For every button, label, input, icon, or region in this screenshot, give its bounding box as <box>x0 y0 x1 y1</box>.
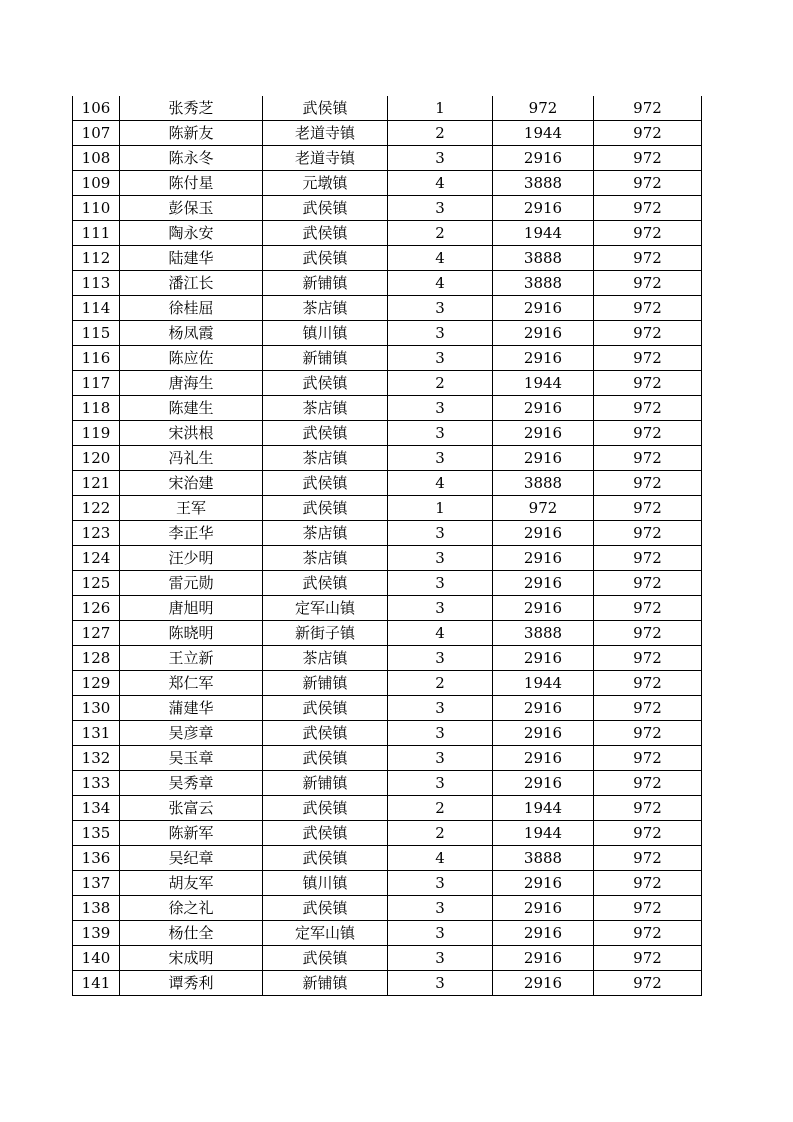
standard-cell: 972 <box>594 146 702 171</box>
name-cell: 陶永安 <box>120 221 263 246</box>
table-row <box>73 221 702 246</box>
amount-cell: 2916 <box>493 646 594 671</box>
town-cell: 武侯镇 <box>263 846 388 871</box>
standard-cell: 972 <box>594 371 702 396</box>
count-cell: 2 <box>388 221 493 246</box>
standard-cell: 972 <box>594 171 702 196</box>
amount-cell: 2916 <box>493 396 594 421</box>
standard-cell: 972 <box>594 846 702 871</box>
table-row <box>73 546 702 571</box>
amount-cell: 3888 <box>493 271 594 296</box>
amount-cell: 1944 <box>493 671 594 696</box>
row-number-cell: 139 <box>73 921 120 946</box>
amount-cell: 2916 <box>493 546 594 571</box>
standard-cell: 972 <box>594 521 702 546</box>
count-cell: 3 <box>388 871 493 896</box>
standard-cell: 972 <box>594 921 702 946</box>
row-number-cell: 110 <box>73 196 120 221</box>
table-row <box>73 971 702 996</box>
standard-cell: 972 <box>594 221 702 246</box>
row-number-cell: 109 <box>73 171 120 196</box>
name-cell: 吴彦章 <box>120 721 263 746</box>
table-row <box>73 946 702 971</box>
name-cell: 宋洪根 <box>120 421 263 446</box>
standard-cell: 972 <box>594 296 702 321</box>
name-cell: 李正华 <box>120 521 263 546</box>
table-row <box>73 246 702 271</box>
table-row <box>73 521 702 546</box>
standard-cell: 972 <box>594 771 702 796</box>
amount-cell: 1944 <box>493 221 594 246</box>
table-row <box>73 396 702 421</box>
table-row <box>73 896 702 921</box>
standard-cell: 972 <box>594 646 702 671</box>
row-number-cell: 141 <box>73 971 120 996</box>
row-number-cell: 130 <box>73 696 120 721</box>
town-cell: 新铺镇 <box>263 971 388 996</box>
row-number-cell: 126 <box>73 596 120 621</box>
amount-cell: 2916 <box>493 321 594 346</box>
table-row <box>73 696 702 721</box>
count-cell: 3 <box>388 521 493 546</box>
amount-cell: 2916 <box>493 521 594 546</box>
table-row <box>73 646 702 671</box>
count-cell: 3 <box>388 446 493 471</box>
name-cell: 陈新军 <box>120 821 263 846</box>
amount-cell: 2916 <box>493 921 594 946</box>
standard-cell: 972 <box>594 821 702 846</box>
amount-cell: 2916 <box>493 571 594 596</box>
count-cell: 2 <box>388 671 493 696</box>
town-cell: 武侯镇 <box>263 221 388 246</box>
name-cell: 杨仕全 <box>120 921 263 946</box>
town-cell: 新铺镇 <box>263 346 388 371</box>
table-row <box>73 721 702 746</box>
town-cell: 茶店镇 <box>263 546 388 571</box>
name-cell: 宋成明 <box>120 946 263 971</box>
count-cell: 3 <box>388 746 493 771</box>
amount-cell: 3888 <box>493 471 594 496</box>
town-cell: 武侯镇 <box>263 821 388 846</box>
amount-cell: 2916 <box>493 721 594 746</box>
town-cell: 武侯镇 <box>263 496 388 521</box>
standard-cell: 972 <box>594 671 702 696</box>
count-cell: 3 <box>388 396 493 421</box>
table-row <box>73 821 702 846</box>
count-cell: 4 <box>388 246 493 271</box>
standard-cell: 972 <box>594 121 702 146</box>
standard-cell: 972 <box>594 321 702 346</box>
standard-cell: 972 <box>594 971 702 996</box>
table-row <box>73 146 702 171</box>
name-cell: 陈建生 <box>120 396 263 421</box>
count-cell: 3 <box>388 346 493 371</box>
amount-cell: 3888 <box>493 246 594 271</box>
amount-cell: 2916 <box>493 896 594 921</box>
row-number-cell: 125 <box>73 571 120 596</box>
amount-cell: 972 <box>493 496 594 521</box>
count-cell: 3 <box>388 921 493 946</box>
town-cell: 定军山镇 <box>263 921 388 946</box>
amount-cell: 2916 <box>493 146 594 171</box>
row-number-cell: 119 <box>73 421 120 446</box>
count-cell: 4 <box>388 171 493 196</box>
town-cell: 新铺镇 <box>263 271 388 296</box>
table-row <box>73 321 702 346</box>
name-cell: 彭保玉 <box>120 196 263 221</box>
row-number-cell: 108 <box>73 146 120 171</box>
standard-cell: 972 <box>594 246 702 271</box>
count-cell: 4 <box>388 271 493 296</box>
name-cell: 徐桂屈 <box>120 296 263 321</box>
row-number-cell: 127 <box>73 621 120 646</box>
row-number-cell: 137 <box>73 871 120 896</box>
row-number-cell: 136 <box>73 846 120 871</box>
row-number-cell: 128 <box>73 646 120 671</box>
town-cell: 茶店镇 <box>263 646 388 671</box>
standard-cell: 972 <box>594 496 702 521</box>
town-cell: 武侯镇 <box>263 721 388 746</box>
town-cell: 新街子镇 <box>263 621 388 646</box>
standard-cell: 972 <box>594 621 702 646</box>
amount-cell: 3888 <box>493 621 594 646</box>
table-row <box>73 771 702 796</box>
name-cell: 雷元勋 <box>120 571 263 596</box>
standard-cell: 972 <box>594 696 702 721</box>
table-row <box>73 496 702 521</box>
table-row <box>73 596 702 621</box>
row-number-cell: 134 <box>73 796 120 821</box>
standard-cell: 972 <box>594 346 702 371</box>
amount-cell: 2916 <box>493 346 594 371</box>
row-number-cell: 122 <box>73 496 120 521</box>
count-cell: 3 <box>388 421 493 446</box>
table-row <box>73 796 702 821</box>
name-cell: 杨凤霞 <box>120 321 263 346</box>
count-cell: 2 <box>388 796 493 821</box>
amount-cell: 3888 <box>493 846 594 871</box>
town-cell: 茶店镇 <box>263 446 388 471</box>
name-cell: 吴秀章 <box>120 771 263 796</box>
standard-cell: 972 <box>594 396 702 421</box>
row-number-cell: 124 <box>73 546 120 571</box>
table-row <box>73 171 702 196</box>
town-cell: 武侯镇 <box>263 196 388 221</box>
count-cell: 3 <box>388 321 493 346</box>
count-cell: 3 <box>388 771 493 796</box>
count-cell: 3 <box>388 146 493 171</box>
amount-cell: 2916 <box>493 871 594 896</box>
row-number-cell: 117 <box>73 371 120 396</box>
row-number-cell: 118 <box>73 396 120 421</box>
amount-cell: 2916 <box>493 971 594 996</box>
standard-cell: 972 <box>594 596 702 621</box>
amount-cell: 2916 <box>493 446 594 471</box>
standard-cell: 972 <box>594 471 702 496</box>
standard-cell: 972 <box>594 546 702 571</box>
count-cell: 3 <box>388 896 493 921</box>
standard-cell: 972 <box>594 446 702 471</box>
name-cell: 唐海生 <box>120 371 263 396</box>
row-number-cell: 111 <box>73 221 120 246</box>
name-cell: 潘江长 <box>120 271 263 296</box>
table-row <box>73 846 702 871</box>
town-cell: 武侯镇 <box>263 946 388 971</box>
count-cell: 3 <box>388 546 493 571</box>
row-number-cell: 115 <box>73 321 120 346</box>
name-cell: 宋治建 <box>120 471 263 496</box>
table-row <box>73 621 702 646</box>
row-number-cell: 107 <box>73 121 120 146</box>
row-number-cell: 129 <box>73 671 120 696</box>
count-cell: 3 <box>388 946 493 971</box>
table-row <box>73 921 702 946</box>
table-row <box>73 871 702 896</box>
town-cell: 武侯镇 <box>263 471 388 496</box>
amount-cell: 1944 <box>493 821 594 846</box>
count-cell: 3 <box>388 646 493 671</box>
standard-cell: 972 <box>594 796 702 821</box>
standard-cell: 972 <box>594 571 702 596</box>
table-row <box>73 421 702 446</box>
amount-cell: 2916 <box>493 296 594 321</box>
count-cell: 1 <box>388 96 493 121</box>
recipient-table <box>72 96 702 996</box>
amount-cell: 1944 <box>493 371 594 396</box>
standard-cell: 972 <box>594 896 702 921</box>
amount-cell: 3888 <box>493 171 594 196</box>
amount-cell: 2916 <box>493 746 594 771</box>
count-cell: 3 <box>388 296 493 321</box>
name-cell: 陈付星 <box>120 171 263 196</box>
town-cell: 新铺镇 <box>263 771 388 796</box>
table-row <box>73 371 702 396</box>
table-row <box>73 96 702 121</box>
count-cell: 3 <box>388 596 493 621</box>
row-number-cell: 131 <box>73 721 120 746</box>
row-number-cell: 123 <box>73 521 120 546</box>
standard-cell: 972 <box>594 271 702 296</box>
amount-cell: 2916 <box>493 421 594 446</box>
amount-cell: 1944 <box>493 796 594 821</box>
count-cell: 1 <box>388 496 493 521</box>
town-cell: 老道寺镇 <box>263 146 388 171</box>
town-cell: 老道寺镇 <box>263 121 388 146</box>
town-cell: 元墩镇 <box>263 171 388 196</box>
row-number-cell: 121 <box>73 471 120 496</box>
row-number-cell: 132 <box>73 746 120 771</box>
town-cell: 武侯镇 <box>263 896 388 921</box>
amount-cell: 1944 <box>493 121 594 146</box>
row-number-cell: 140 <box>73 946 120 971</box>
table-row <box>73 471 702 496</box>
name-cell: 郑仁军 <box>120 671 263 696</box>
standard-cell: 972 <box>594 96 702 121</box>
standard-cell: 972 <box>594 746 702 771</box>
row-number-cell: 113 <box>73 271 120 296</box>
name-cell: 汪少明 <box>120 546 263 571</box>
name-cell: 王立新 <box>120 646 263 671</box>
town-cell: 武侯镇 <box>263 746 388 771</box>
name-cell: 吴玉章 <box>120 746 263 771</box>
standard-cell: 972 <box>594 871 702 896</box>
town-cell: 新铺镇 <box>263 671 388 696</box>
row-number-cell: 112 <box>73 246 120 271</box>
count-cell: 3 <box>388 971 493 996</box>
amount-cell: 2916 <box>493 696 594 721</box>
name-cell: 王军 <box>120 496 263 521</box>
town-cell: 定军山镇 <box>263 596 388 621</box>
table-row <box>73 296 702 321</box>
amount-cell: 2916 <box>493 596 594 621</box>
count-cell: 3 <box>388 571 493 596</box>
count-cell: 3 <box>388 196 493 221</box>
town-cell: 武侯镇 <box>263 796 388 821</box>
name-cell: 吴纪章 <box>120 846 263 871</box>
town-cell: 武侯镇 <box>263 571 388 596</box>
name-cell: 冯礼生 <box>120 446 263 471</box>
name-cell: 徐之礼 <box>120 896 263 921</box>
table-row <box>73 746 702 771</box>
town-cell: 武侯镇 <box>263 96 388 121</box>
table-row <box>73 446 702 471</box>
town-cell: 武侯镇 <box>263 696 388 721</box>
name-cell: 谭秀利 <box>120 971 263 996</box>
table-row <box>73 571 702 596</box>
town-cell: 茶店镇 <box>263 396 388 421</box>
standard-cell: 972 <box>594 946 702 971</box>
count-cell: 4 <box>388 621 493 646</box>
standard-cell: 972 <box>594 721 702 746</box>
row-number-cell: 116 <box>73 346 120 371</box>
town-cell: 镇川镇 <box>263 871 388 896</box>
count-cell: 4 <box>388 846 493 871</box>
row-number-cell: 106 <box>73 96 120 121</box>
amount-cell: 972 <box>493 96 594 121</box>
table-row <box>73 196 702 221</box>
standard-cell: 972 <box>594 421 702 446</box>
name-cell: 陈新友 <box>120 121 263 146</box>
standard-cell: 972 <box>594 196 702 221</box>
name-cell: 陈应佐 <box>120 346 263 371</box>
table-body <box>73 96 702 996</box>
name-cell: 陈晓明 <box>120 621 263 646</box>
amount-cell: 2916 <box>493 946 594 971</box>
table-row <box>73 271 702 296</box>
town-cell: 武侯镇 <box>263 246 388 271</box>
name-cell: 张秀芝 <box>120 96 263 121</box>
name-cell: 蒲建华 <box>120 696 263 721</box>
name-cell: 陆建华 <box>120 246 263 271</box>
row-number-cell: 120 <box>73 446 120 471</box>
table-row <box>73 346 702 371</box>
name-cell: 张富云 <box>120 796 263 821</box>
count-cell: 3 <box>388 696 493 721</box>
table-row <box>73 671 702 696</box>
row-number-cell: 138 <box>73 896 120 921</box>
name-cell: 胡友军 <box>120 871 263 896</box>
count-cell: 4 <box>388 471 493 496</box>
town-cell: 镇川镇 <box>263 321 388 346</box>
name-cell: 唐旭明 <box>120 596 263 621</box>
table-row <box>73 121 702 146</box>
row-number-cell: 114 <box>73 296 120 321</box>
town-cell: 茶店镇 <box>263 296 388 321</box>
town-cell: 武侯镇 <box>263 421 388 446</box>
count-cell: 2 <box>388 121 493 146</box>
row-number-cell: 135 <box>73 821 120 846</box>
count-cell: 2 <box>388 821 493 846</box>
count-cell: 3 <box>388 721 493 746</box>
name-cell: 陈永冬 <box>120 146 263 171</box>
town-cell: 武侯镇 <box>263 371 388 396</box>
town-cell: 茶店镇 <box>263 521 388 546</box>
amount-cell: 2916 <box>493 196 594 221</box>
row-number-cell: 133 <box>73 771 120 796</box>
amount-cell: 2916 <box>493 771 594 796</box>
count-cell: 2 <box>388 371 493 396</box>
